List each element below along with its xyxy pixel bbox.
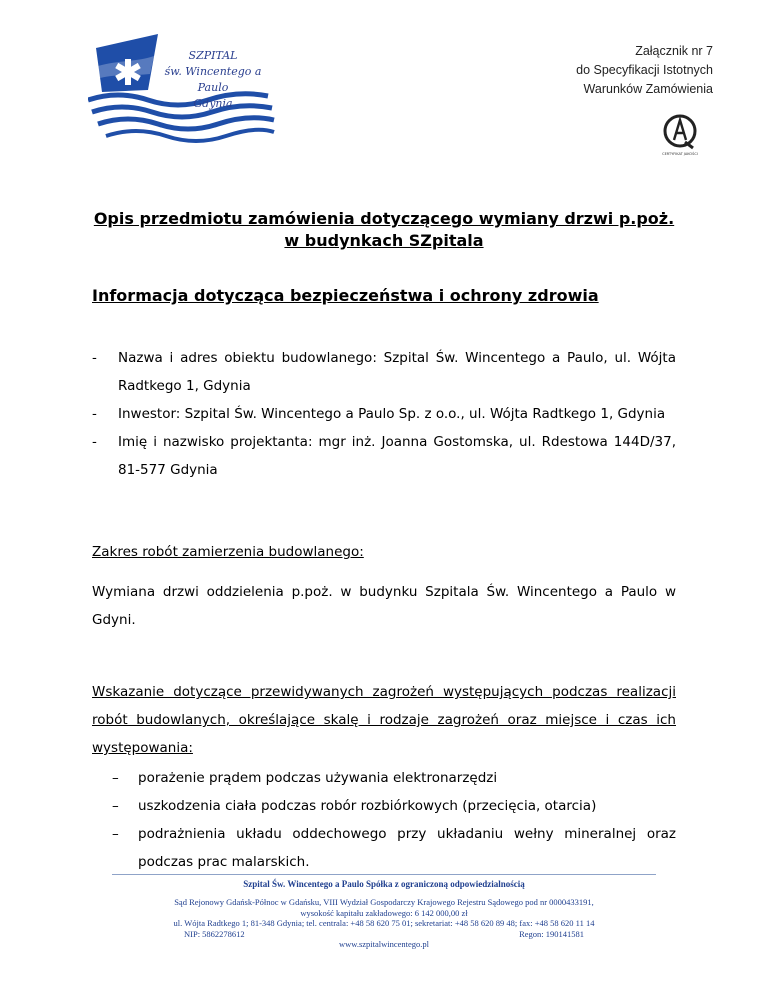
footer-line-2: wysokość kapitału zakładowego: 6 142 000,00 zł [300, 907, 468, 918]
list-item-text: podrażnienia układu oddechowego przy układaniu wełny mineralnej oraz podczas prac malarskich. [138, 826, 676, 870]
list-item-text: uszkodzenia ciała podczas robór rozbiórkowych (przecięcia, otarcia) [138, 798, 597, 814]
list-item: – porażenie prądem podczas używania elektronarzędzi [112, 770, 498, 786]
list-item: - Nazwa i adres obiektu budowlanego: Szpital Św. Wincentego a Paulo, ul. Wójta Radtkego 1, Gdynia [92, 350, 676, 394]
quality-certificate-badge [655, 112, 705, 160]
hazards-list [112, 764, 676, 876]
annex-line-2: do Specyfikacji Istotnych [576, 63, 713, 77]
section-heading-safety: Informacja dotycząca bezpieczeństwa i ochrony zdrowia [92, 286, 599, 305]
footer-nip: NIP: 5862278612 [184, 928, 245, 939]
title-line-1: Opis przedmiotu zamówienia dotyczącego wymiany drzwi p.poż. [93, 209, 675, 228]
annex-line-3: Warunków Zamówienia [583, 82, 713, 96]
list-item-text: Inwestor: Szpital Św. Wincentego a Paulo Sp. z o.o., ul. Wójta Radtkego 1, Gdynia [118, 406, 666, 422]
footer-regon: Regon: 190141581 [519, 928, 584, 939]
scope-heading: Zakres robót zamierzenia budowlanego: [92, 544, 364, 560]
logo-line-3: Gdynia [193, 97, 233, 110]
list-item: – podrażnienia układu oddechowego przy układaniu wełny mineralnej oraz podczas prac malarskich. [112, 826, 676, 870]
footer-details [100, 897, 668, 950]
project-info-list [92, 344, 676, 484]
logo-line-1: SZPITAL [188, 49, 238, 62]
footer-divider [112, 874, 656, 875]
list-item: – uszkodzenia ciała podczas robór rozbiórkowych (przecięcia, otarcia) [112, 798, 597, 814]
title-line-2: w budynkach SZpitala [284, 231, 484, 250]
list-item: - Inwestor: Szpital Św. Wincentego a Paulo Sp. z o.o., ul. Wójta Radtkego 1, Gdynia [92, 406, 666, 422]
annex-line-1: Załącznik nr 7 [635, 44, 713, 58]
footer-line-1: Sąd Rejonowy Gdańsk-Północ w Gdańsku, VIII Wydział Gospodarczy Krajowego Rejestru Sądowego pod nr 0000433191, [174, 897, 594, 907]
list-item-text: Nazwa i adres obiektu budowlanego: Szpital Św. Wincentego a Paulo, ul. Wójta Radtkego 1, Gdynia [118, 350, 676, 394]
list-item: - Imię i nazwisko projektanta: mgr inż. Joanna Gostomska, ul. Rdestowa 144D/37, 81-577 Gdynia [92, 434, 676, 478]
logo-text [158, 48, 268, 112]
scope-text: Wymiana drzwi oddzielenia p.poż. w budynku Szpitala Św. Wincentego a Paulo w Gdyni. [92, 584, 676, 628]
footer-website[interactable]: www.szpitalwincentego.pl [338, 939, 430, 949]
document-title [80, 208, 688, 252]
annex-label [493, 42, 713, 99]
certificate-label: CERTYFIKAT JAKOŚCI [662, 152, 698, 156]
footer-ids [184, 929, 584, 940]
list-item-text: porażenie prądem podczas używania elektronarzędzi [138, 770, 498, 786]
footer-line-3: ul. Wójta Radtkego 1; 81-348 Gdynia; tel. centrala: +48 58 620 75 01; sekretariat: +48 58 620 89 48; fax: +48 58 620 11 14 [173, 918, 595, 928]
logo-line-2: św. Wincentego a Paulo [164, 65, 262, 94]
hazards-heading: Wskazanie dotyczące przewidywanych zagrożeń występujących podczas realizacji robót budowlanych, określające skalę i rodzaje zagrożeń oraz miejsce i czas ich występowania: [92, 684, 676, 756]
footer-company: Szpital Św. Wincentego a Paulo Spółka z ograniczoną odpowiedzialnością [243, 879, 525, 889]
list-item-text: Imię i nazwisko projektanta: mgr inż. Joanna Gostomska, ul. Rdestowa 144D/37, 81-577 Gdynia [118, 434, 676, 478]
hospital-logo [88, 30, 278, 160]
